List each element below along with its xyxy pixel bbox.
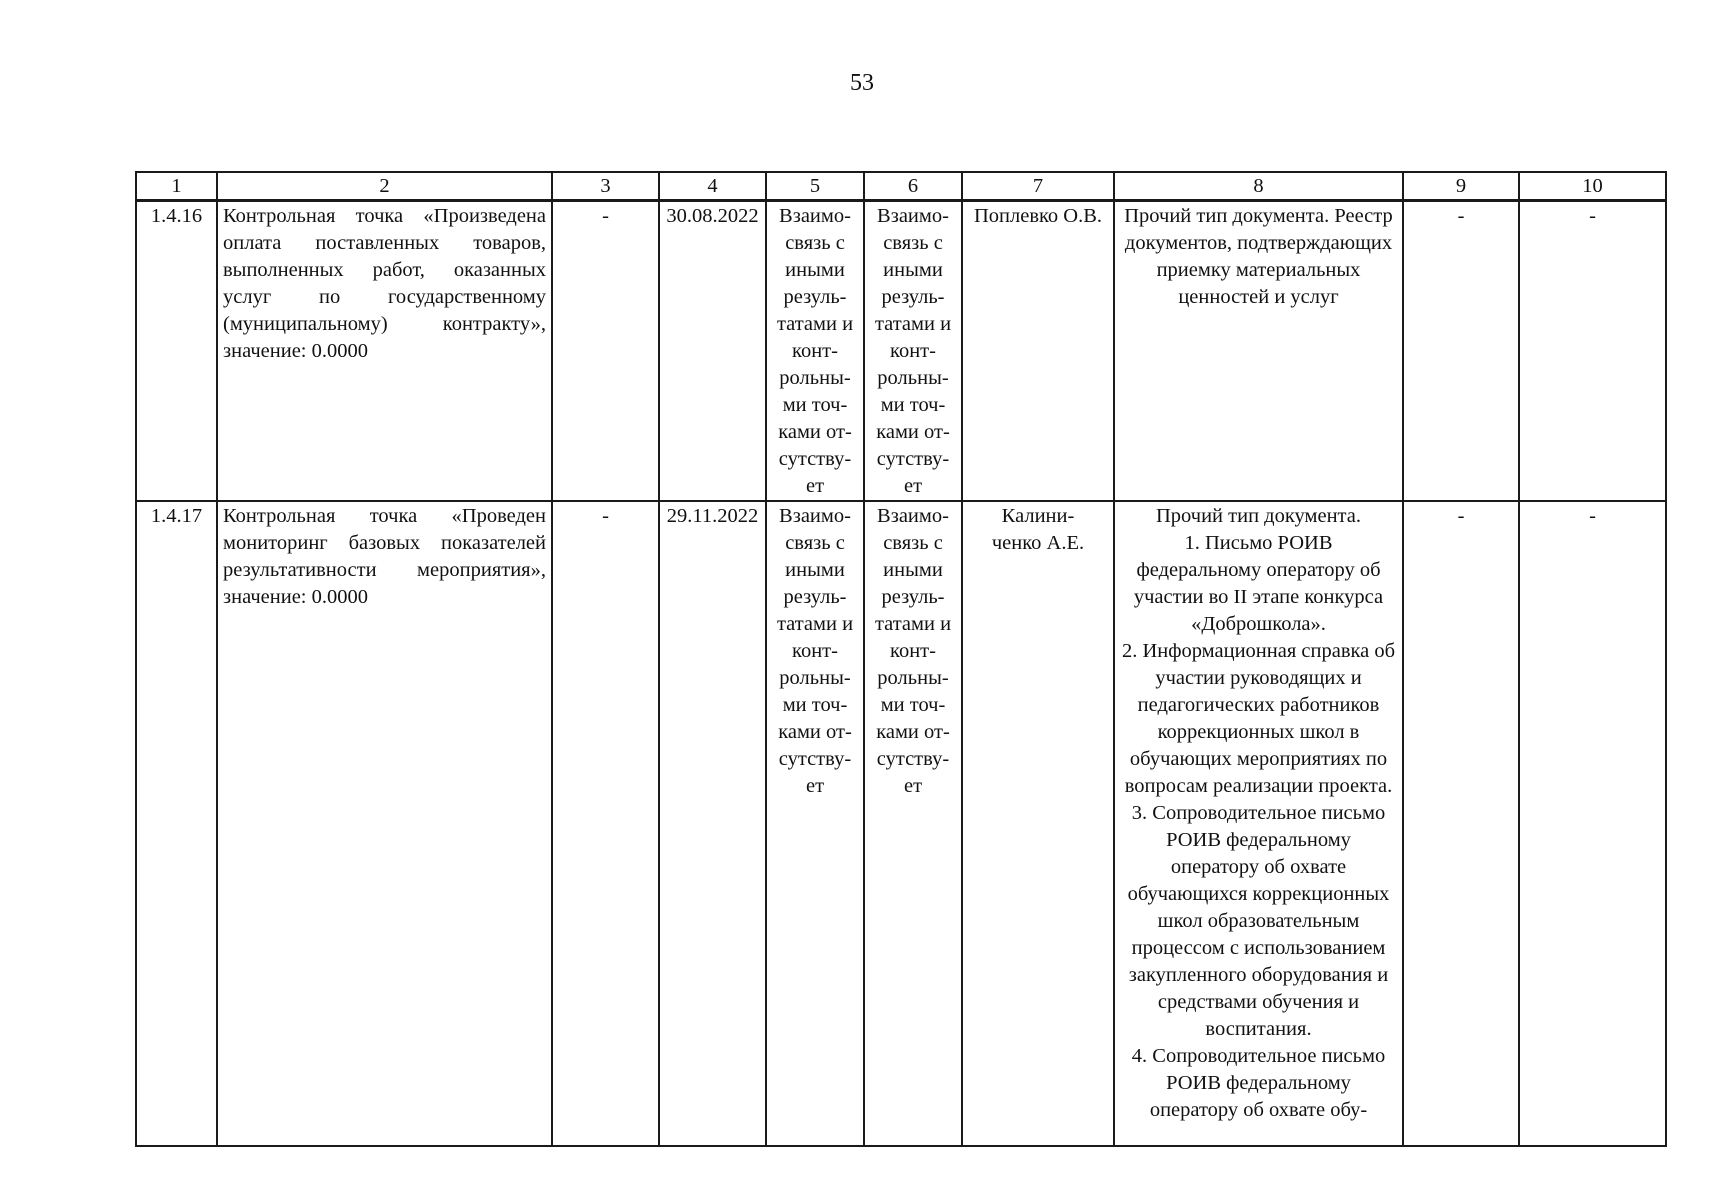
row-col6: Взаимо- связь с иными резуль- татами и конт- рольны- ми точ- ками от- сутству- ет (864, 501, 962, 1146)
row-col3: - (552, 201, 659, 502)
row-col10: - (1519, 501, 1666, 1146)
row-col10: - (1519, 201, 1666, 502)
control-points-table (135, 171, 1667, 1147)
header-col-6: 6 (864, 172, 962, 201)
table-row (136, 501, 1666, 1146)
table-row (136, 201, 1666, 502)
header-col-2: 2 (217, 172, 552, 201)
row-col5: Взаимо- связь с иными резуль- татами и конт- рольны- ми точ- ками от- сутству- ет (766, 201, 864, 502)
header-row (136, 172, 1666, 201)
row-col3: - (552, 501, 659, 1146)
header-col-1: 1 (136, 172, 217, 201)
row-description: Контрольная точка «Проведен мониторинг базовых показателей результативности мероприятия», значение: 0.0000 (217, 501, 552, 1146)
row-col6: Взаимо- связь с иными резуль- татами и конт- рольны- ми точ- ками от- сутству- ет (864, 201, 962, 502)
row-document: Прочий тип документа. 1. Письмо РОИВ федеральному оператору об участии во II этапе конкурса «Доброшкола». 2. Информационная справка об участии руководящих и педагогических работников коррекционных школ в обучающих мероприятиях по вопросам реализации проекта. 3. Сопроводительное письмо РОИВ федеральному оператору об охвате обучающихся коррекционных школ образовательным процессом с использованием закупленного оборудования и средствами обучения и воспитания. 4. Сопроводительное письмо РОИВ федеральному оператору об охвате обу- (1114, 501, 1403, 1146)
header-col-7: 7 (962, 172, 1114, 201)
header-col-9: 9 (1403, 172, 1519, 201)
page-number: 53 (850, 70, 874, 96)
row-id: 1.4.17 (136, 501, 217, 1146)
header-col-10: 10 (1519, 172, 1666, 201)
row-col9: - (1403, 501, 1519, 1146)
header-col-4: 4 (659, 172, 766, 201)
row-date: 30.08.2022 (659, 201, 766, 502)
row-responsible: Поплевко О.В. (962, 201, 1114, 502)
row-responsible: Калини- ченко А.Е. (962, 501, 1114, 1146)
row-id: 1.4.16 (136, 201, 217, 502)
header-col-3: 3 (552, 172, 659, 201)
row-date: 29.11.2022 (659, 501, 766, 1146)
row-document: Прочий тип документа. Реестр документов, подтверждающих приемку материальных ценностей и услуг (1114, 201, 1403, 502)
row-description: Контрольная точка «Произведена оплата поставленных товаров, выполненных работ, оказанных услуг по государственному (муниципальному) контракту», значение: 0.0000 (217, 201, 552, 502)
header-col-8: 8 (1114, 172, 1403, 201)
header-col-5: 5 (766, 172, 864, 201)
row-col9: - (1403, 201, 1519, 502)
row-col5: Взаимо- связь с иными резуль- татами и конт- рольны- ми точ- ками от- сутству- ет (766, 501, 864, 1146)
